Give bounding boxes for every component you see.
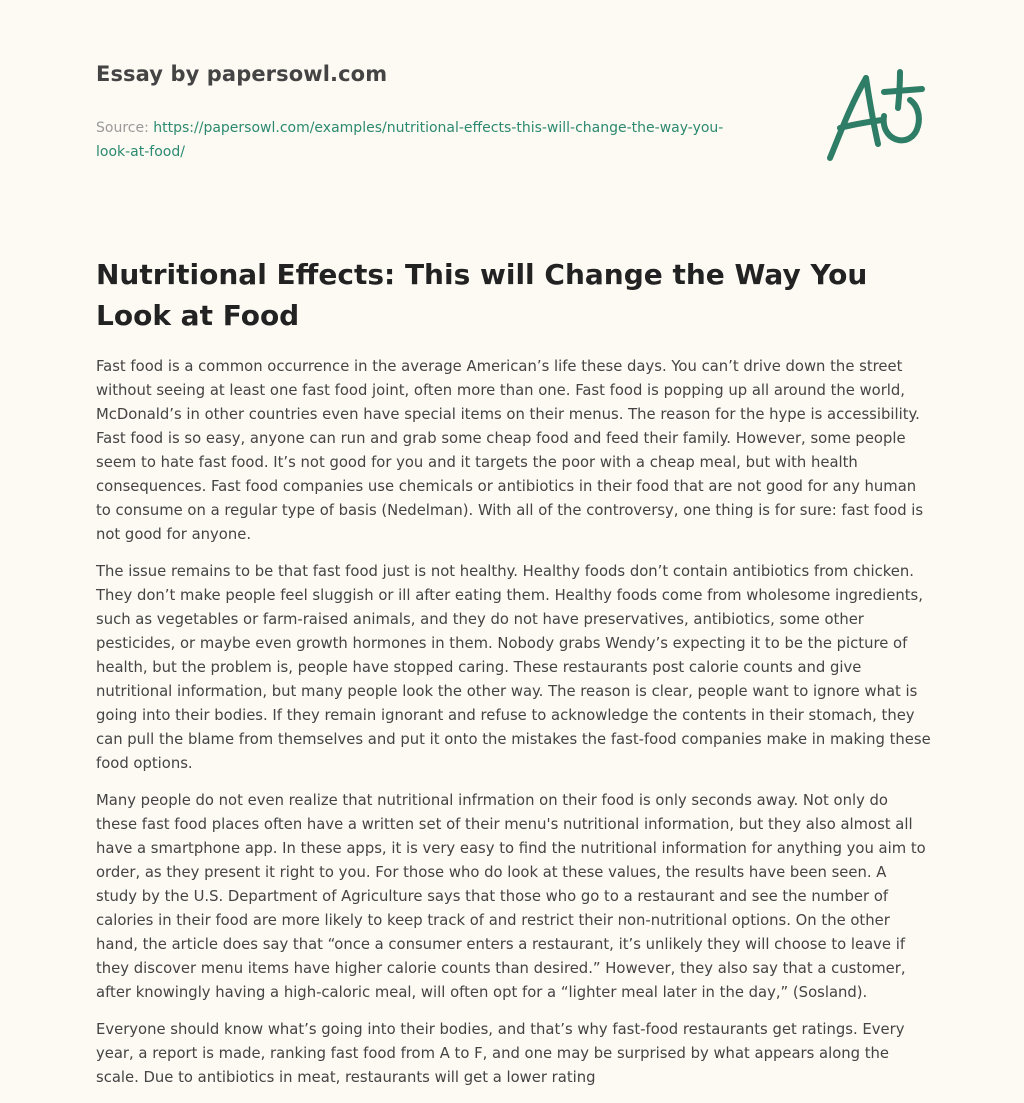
brand-title: Essay by papersowl.com bbox=[96, 62, 388, 86]
essay-title: Nutritional Effects: This will Change the Way You Look at Food bbox=[96, 258, 868, 332]
essay-header bbox=[96, 62, 796, 164]
essay-body bbox=[96, 355, 932, 1103]
paragraph: The issue remains to be that fast food just is not healthy. Healthy foods don’t contain antibiotics from chicken. They don’t make people feel sluggish or ill after eating them. Healthy foods come from wholesome ingredients, such as vegetables or farm-raised animals, and they do not have preservatives, antibiotics, some other pesticides, or maybe even growth hormones in them. Nobody grabs Wendy’s expecting it to be the picture of health, but the problem is, people have stopped caring. These restaurants post calorie counts and give nutritional information, but many people look the other way. The reason is clear, people want to ignore what is going into their bodies. If they remain ignorant and refuse to acknowledge the contents in their stomach, they can pull the blame from themselves and put it onto the mistakes the fast-food companies make in making these food options. bbox=[96, 563, 931, 772]
source-label: Source: bbox=[96, 120, 154, 136]
paragraph: Fast food is a common occurrence in the average American’s life these days. You can’t drive down the street without seeing at least one fast food joint, often more than one. Fast food is popping up all around the world, McDonald’s in other countries even have special items on their menus. The reason for the hype is accessibility. Fast food is so easy, anyone can run and grab some cheap food and feed their family. However, some people seem to hate fast food. It’s not good for you and it targets the poor with a cheap meal, but with health consequences. Fast food companies use chemicals or antibiotics in their food that are not good for any human to consume on a regular type of basis (Nedelman). With all of the controversy, one thing is for sure: fast food is not good for anyone. bbox=[96, 358, 924, 543]
paragraph: Everyone should know what’s going into their bodies, and that’s why fast-food restaurants get ratings. Every year, a report is made, ranking fast food from A to F, and one may be surprised by what appears along the scale. Due to antibiotics in meat, restaurants will get a lower rating bbox=[96, 1021, 905, 1086]
paragraph: Many people do not even realize that nutritional infrmation on their food is only seconds away. Not only do these fast food places often have a written set of their menu's nutritional information, but they also almost all have a smartphone app. In these apps, it is very easy to find the nutritional information for anything you aim to order, as they present it right to you. For those who do look at these values, the results have been seen. A study by the U.S. Department of Agriculture says that those who go to a restaurant and see the number of calories in their food are more likely to keep track of and restrict their non-nutritional options. On the other hand, the article does say that “once a consumer enters a restaurant, it’s unlikely they will choose to leave if they discover menu items have higher calorie counts than desired.” However, they also say that a customer, after knowingly having a high-caloric meal, will often opt for a “lighter meal later in the day,” (Sosland). bbox=[96, 792, 926, 1001]
a-plus-grade-logo-icon bbox=[820, 64, 928, 166]
source-line bbox=[96, 116, 756, 164]
source-link[interactable]: https://papersowl.com/examples/nutritional-effects-this-will-change-the-way-you-look-at-food/ bbox=[96, 120, 724, 160]
